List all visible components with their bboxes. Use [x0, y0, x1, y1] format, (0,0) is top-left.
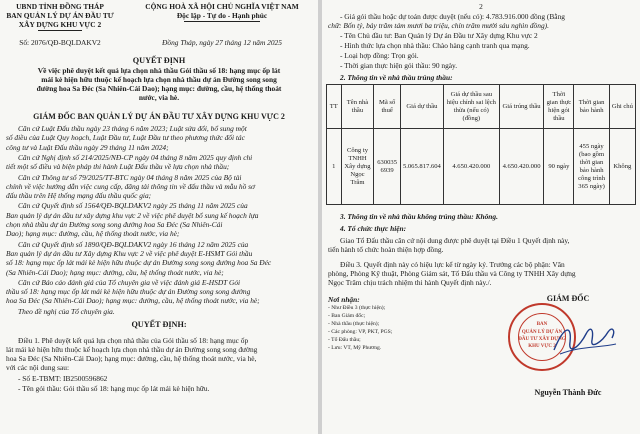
contract-type-line: - Loại hợp đồng: Trọn gói.: [340, 51, 419, 60]
article3-line-2: phòng, Phòng Kỹ thuật, Phòng Giám sát, Tổ Đấu thầu và Công ty TNHH Xây dựng: [328, 269, 576, 278]
table-header-cell: Giá trúng thầu: [499, 85, 544, 129]
subject-line-1: Về việc phê duyệt kết quả lựa chọn nhà thầu Gói thầu số 18: hạng mục ốp lát: [37, 66, 281, 75]
table-cell-warranty: 455 ngày (bao gồm thời gian bảo hành công trình 365 ngày): [574, 129, 609, 205]
table-header-cell: TT: [327, 85, 342, 129]
table-header-cell: Thời gian thực hiện gói thầu: [544, 85, 574, 129]
table-cell-bid: 5.065.817.604: [400, 129, 443, 205]
item-package-name: - Tên gói thầu: Gói thầu số 18: hạng mục ốp lát mái kè hiện hữu.: [18, 384, 210, 393]
basis-line: Căn cứ Báo cáo đánh giá của Tổ chuyên gia về việc đánh giá E-HSDT Gói: [18, 277, 241, 287]
owner-line: - Tên Chủ đầu tư: Ban Quản lý Dự án Đầu tư Xây dựng Khu vực 2: [340, 31, 538, 40]
section4-line-2: tiến hành tổ chức hoàn thiện hợp đồng.: [328, 245, 444, 254]
header-motto: Độc lập - Tự do - Hạnh phúc: [176, 11, 268, 20]
table-cell-duration: 90 ngày: [544, 129, 574, 205]
subject-line-3: đường hoa Sa Đéc (Sa Nhiên-Cái Dao); hạng mục: đường, cầu, hệ thống thoát: [36, 84, 282, 93]
recipients-heading: Nơi nhận:: [328, 295, 360, 304]
seal-text: KHU VỰC 2: [528, 344, 556, 349]
signer-name: Nguyễn Thành Đức: [534, 388, 602, 397]
table-header-cell: Ghi chú: [609, 85, 635, 129]
basis-line: Theo đề nghị của Tổ chuyên gia.: [18, 306, 115, 316]
basis-line: công tư và Luật Đấu thầu ngày 29 tháng 11 năm 2024;: [6, 142, 169, 152]
article1-line-3: hoa Sa Đéc (Sa Nhiên-Cái Dao); hạng mục: đường, cầu, hệ thống thoát nước, via hè,: [6, 354, 257, 363]
basis-line: hoa Sa Đéc (Sa Nhiên-Cái Dao); hạng mục: đường, cầu, hệ thống thoát nước, via hè;: [6, 296, 260, 306]
header-left-underline: [38, 30, 82, 31]
section4-line-1: Giao Tổ Đấu thầu căn cứ nội dung được phê duyệt tại Điều 1 Quyết định này,: [340, 236, 570, 245]
table-cell-tt: 1: [327, 129, 342, 205]
basis-line: Căn cứ Nghị định số 214/2025/NĐ-CP ngày 04 tháng 8 năm 2025 quy định chi: [18, 152, 253, 162]
page-number: 2: [479, 2, 483, 11]
table-header-row: [327, 85, 636, 129]
duration-line: - Thời gian thực hiện gói thầu: 90 ngày.: [340, 61, 458, 70]
handwritten-signature: [550, 316, 620, 362]
header-province: UBND TỈNH ĐỒNG THÁP: [16, 2, 104, 11]
seal-text: BAN: [536, 322, 548, 327]
recipient-item: - Như Điều 3 (thực hiện);: [328, 305, 386, 311]
table-cell-name: Công ty TNHH Xây dựng Ngọc Trâm: [341, 129, 374, 205]
article3-line-3: Ngọc Trâm chịu trách nhiệm thi hành Quyết định này./.: [328, 278, 492, 287]
item-ebmt: - Số E-TBMT: IB2500596862: [18, 374, 108, 383]
table-cell-winning: 4.650.420.000: [499, 129, 544, 205]
winner-table: [326, 84, 636, 205]
table-header-cell: Mã số thuế: [374, 85, 401, 129]
basis-line: tiết một số điều và biện pháp thi hành Luật Đấu thầu về lựa chọn nhà thầu;: [6, 162, 230, 172]
section2-heading: 2. Thông tin về nhà thầu trúng thầu:: [340, 73, 453, 82]
table-row: [327, 129, 636, 205]
basis-line: Ban quản lý dự án đầu tư xây dựng khu vực 2 về việc phê duyệt bổ sung kế hoạch lựa: [6, 210, 259, 220]
document-number: Số: 2076/QĐ-BQLDAKV2: [19, 38, 101, 47]
basis-line: Căn cứ Thông tư số 79/2025/TT-BTC ngày 04 tháng 8 năm 2025 của Bộ tài: [18, 172, 242, 182]
price-line-1: - Giá gói thầu hoặc dự toán được duyệt (nếu có): 4.783.916.000 đồng (Bằng: [340, 12, 565, 21]
basis-line: đấu thầu trên Hệ thống mạng đấu thầu quốc gia;: [6, 191, 152, 201]
header-right-underline: [184, 21, 260, 22]
article1-line-4: với các nội dung sau:: [6, 363, 70, 372]
article1-line-1: Điều 1. Phê duyệt kết quả lựa chọn nhà thầu của Gói thầu số 18: hạng mục ốp: [18, 336, 249, 345]
subject-line-4: nước, via hè.: [138, 93, 180, 102]
basis-line: số 18: hạng mục ốp lát mái kè hiện hữu thuộc dự án Đường song song đường hoa Sa Đéc: [6, 258, 272, 268]
table-cell-adjusted: 4.650.420.000: [443, 129, 499, 205]
decides-heading: QUYẾT ĐỊNH:: [131, 320, 187, 329]
header-agency-1: BAN QUẢN LÝ DỰ ÁN ĐẦU TƯ: [6, 11, 114, 20]
table-header-cell: Thời gian bảo hành: [574, 85, 609, 129]
table-cell-note: Không: [609, 129, 635, 205]
header-agency-2: XÂY DỰNG KHU VỰC 2: [18, 20, 102, 29]
price-line-2: chữ: Bốn tỷ, bảy trăm tám mươi ba triệu, chín trăm mười sáu nghìn đồng).: [328, 21, 549, 30]
document-page-1: [0, 0, 318, 434]
article1-line-2: lát mái kè hiện hữu thuộc kế hoạch lựa chọn nhà thầu dự án Đường song song đường: [6, 345, 258, 354]
signer-title: GIÁM ĐỐC: [546, 294, 590, 303]
basis-line: Ban quản lý dự án đầu tư Xây dựng Khu vực 2 về việc phê duyệt E-HSMT Gói thầu: [6, 248, 253, 258]
table-header-cell: Giá dự thầu: [400, 85, 443, 129]
decision-title: QUYẾT ĐỊNH: [132, 56, 186, 65]
section3-line: 3. Thông tin về nhà thầu không trúng thầu: Không.: [340, 212, 498, 221]
place-date: Đồng Tháp, ngày 27 tháng 12 năm 2025: [162, 38, 282, 47]
article3-line-1: Điều 3. Quyết định này có hiệu lực kể từ ngày ký. Trưởng các bộ phận: Văn: [340, 260, 565, 269]
basis-line: (Sa Nhiên-Cái Dao); hạng mục: đường, cầu, hệ thống thoát nước, via hè;: [6, 267, 224, 277]
recipient-item: - Nhà thầu (thực hiện);: [328, 321, 380, 327]
table-header-cell: Giá dự thầu sau hiệu chỉnh sai lệch thừa (nếu có) (đồng): [443, 85, 499, 129]
recipient-item: - Ban Giám đốc;: [328, 313, 366, 319]
basis-line: thầu số 18: hạng mục ốp lát mái kè hiện hữu thuộc dự án Đường song song đường: [6, 287, 251, 297]
director-heading: GIÁM ĐỐC BAN QUẢN LÝ DỰ ÁN ĐẦU TƯ XÂY DỰNG KHU VỰC 2: [33, 112, 285, 121]
section4-heading: 4. Tổ chức thực hiện:: [340, 224, 407, 233]
basis-line: Dao); hạng mục: đường, cầu, hệ thống thoát nước, via hè;: [6, 229, 180, 239]
header-country: CỘNG HOÀ XÃ HỘI CHỦ NGHĨA VIỆT NAM: [145, 2, 299, 11]
table-header-cell: Tên nhà thầu: [341, 85, 374, 129]
basis-line: chọn nhà thầu dự án Đường song song đường hoa Sa Đéc (Sa Nhiên-Cái: [6, 220, 223, 229]
basis-line: Căn cứ Luật Đấu thầu ngày 23 tháng 6 năm 2023; Luật sửa đổi, bổ sung một: [18, 124, 247, 133]
basis-line: chính về việc hướng dẫn việc cung cấp, đăng tải thông tin về đấu thầu và mẫu hồ sơ: [6, 181, 255, 191]
recipient-item: - Các phòng: VP, PKT, PGS;: [328, 329, 393, 335]
method-line: - Hình thức lựa chọn nhà thầu: Chào hàng cạnh tranh qua mạng.: [340, 41, 530, 50]
seal-text: ĐẦU TƯ XÂY DỰNG: [518, 337, 566, 342]
document-page-2: [322, 0, 640, 434]
subject-line-2: mái kè hiện hữu thuộc kế hoạch lựa chọn nhà thầu dự án Đường song song: [41, 75, 277, 84]
basis-line: Căn cứ Quyết định số 1564/QĐ-BQLDAKV2 ngày 25 tháng 11 năm 2025 của: [18, 201, 248, 211]
basis-line: Căn cứ Quyết định số 1890/QĐ-BQLDAKV2 ngày 16 tháng 12 năm 2025 của: [18, 239, 249, 249]
basis-line: số điều của Luật Quy hoạch, Luật Đầu tư, Luật Đầu tư theo phương thức đối tác: [6, 133, 245, 143]
recipient-item: - Lưu: VT, Mỹ Phương.: [328, 345, 382, 351]
seal-text: QUẢN LÝ DỰ ÁN: [521, 330, 563, 335]
table-cell-tax: 630035 6939: [374, 129, 401, 205]
recipient-item: - Tổ Đấu thầu;: [328, 337, 361, 343]
